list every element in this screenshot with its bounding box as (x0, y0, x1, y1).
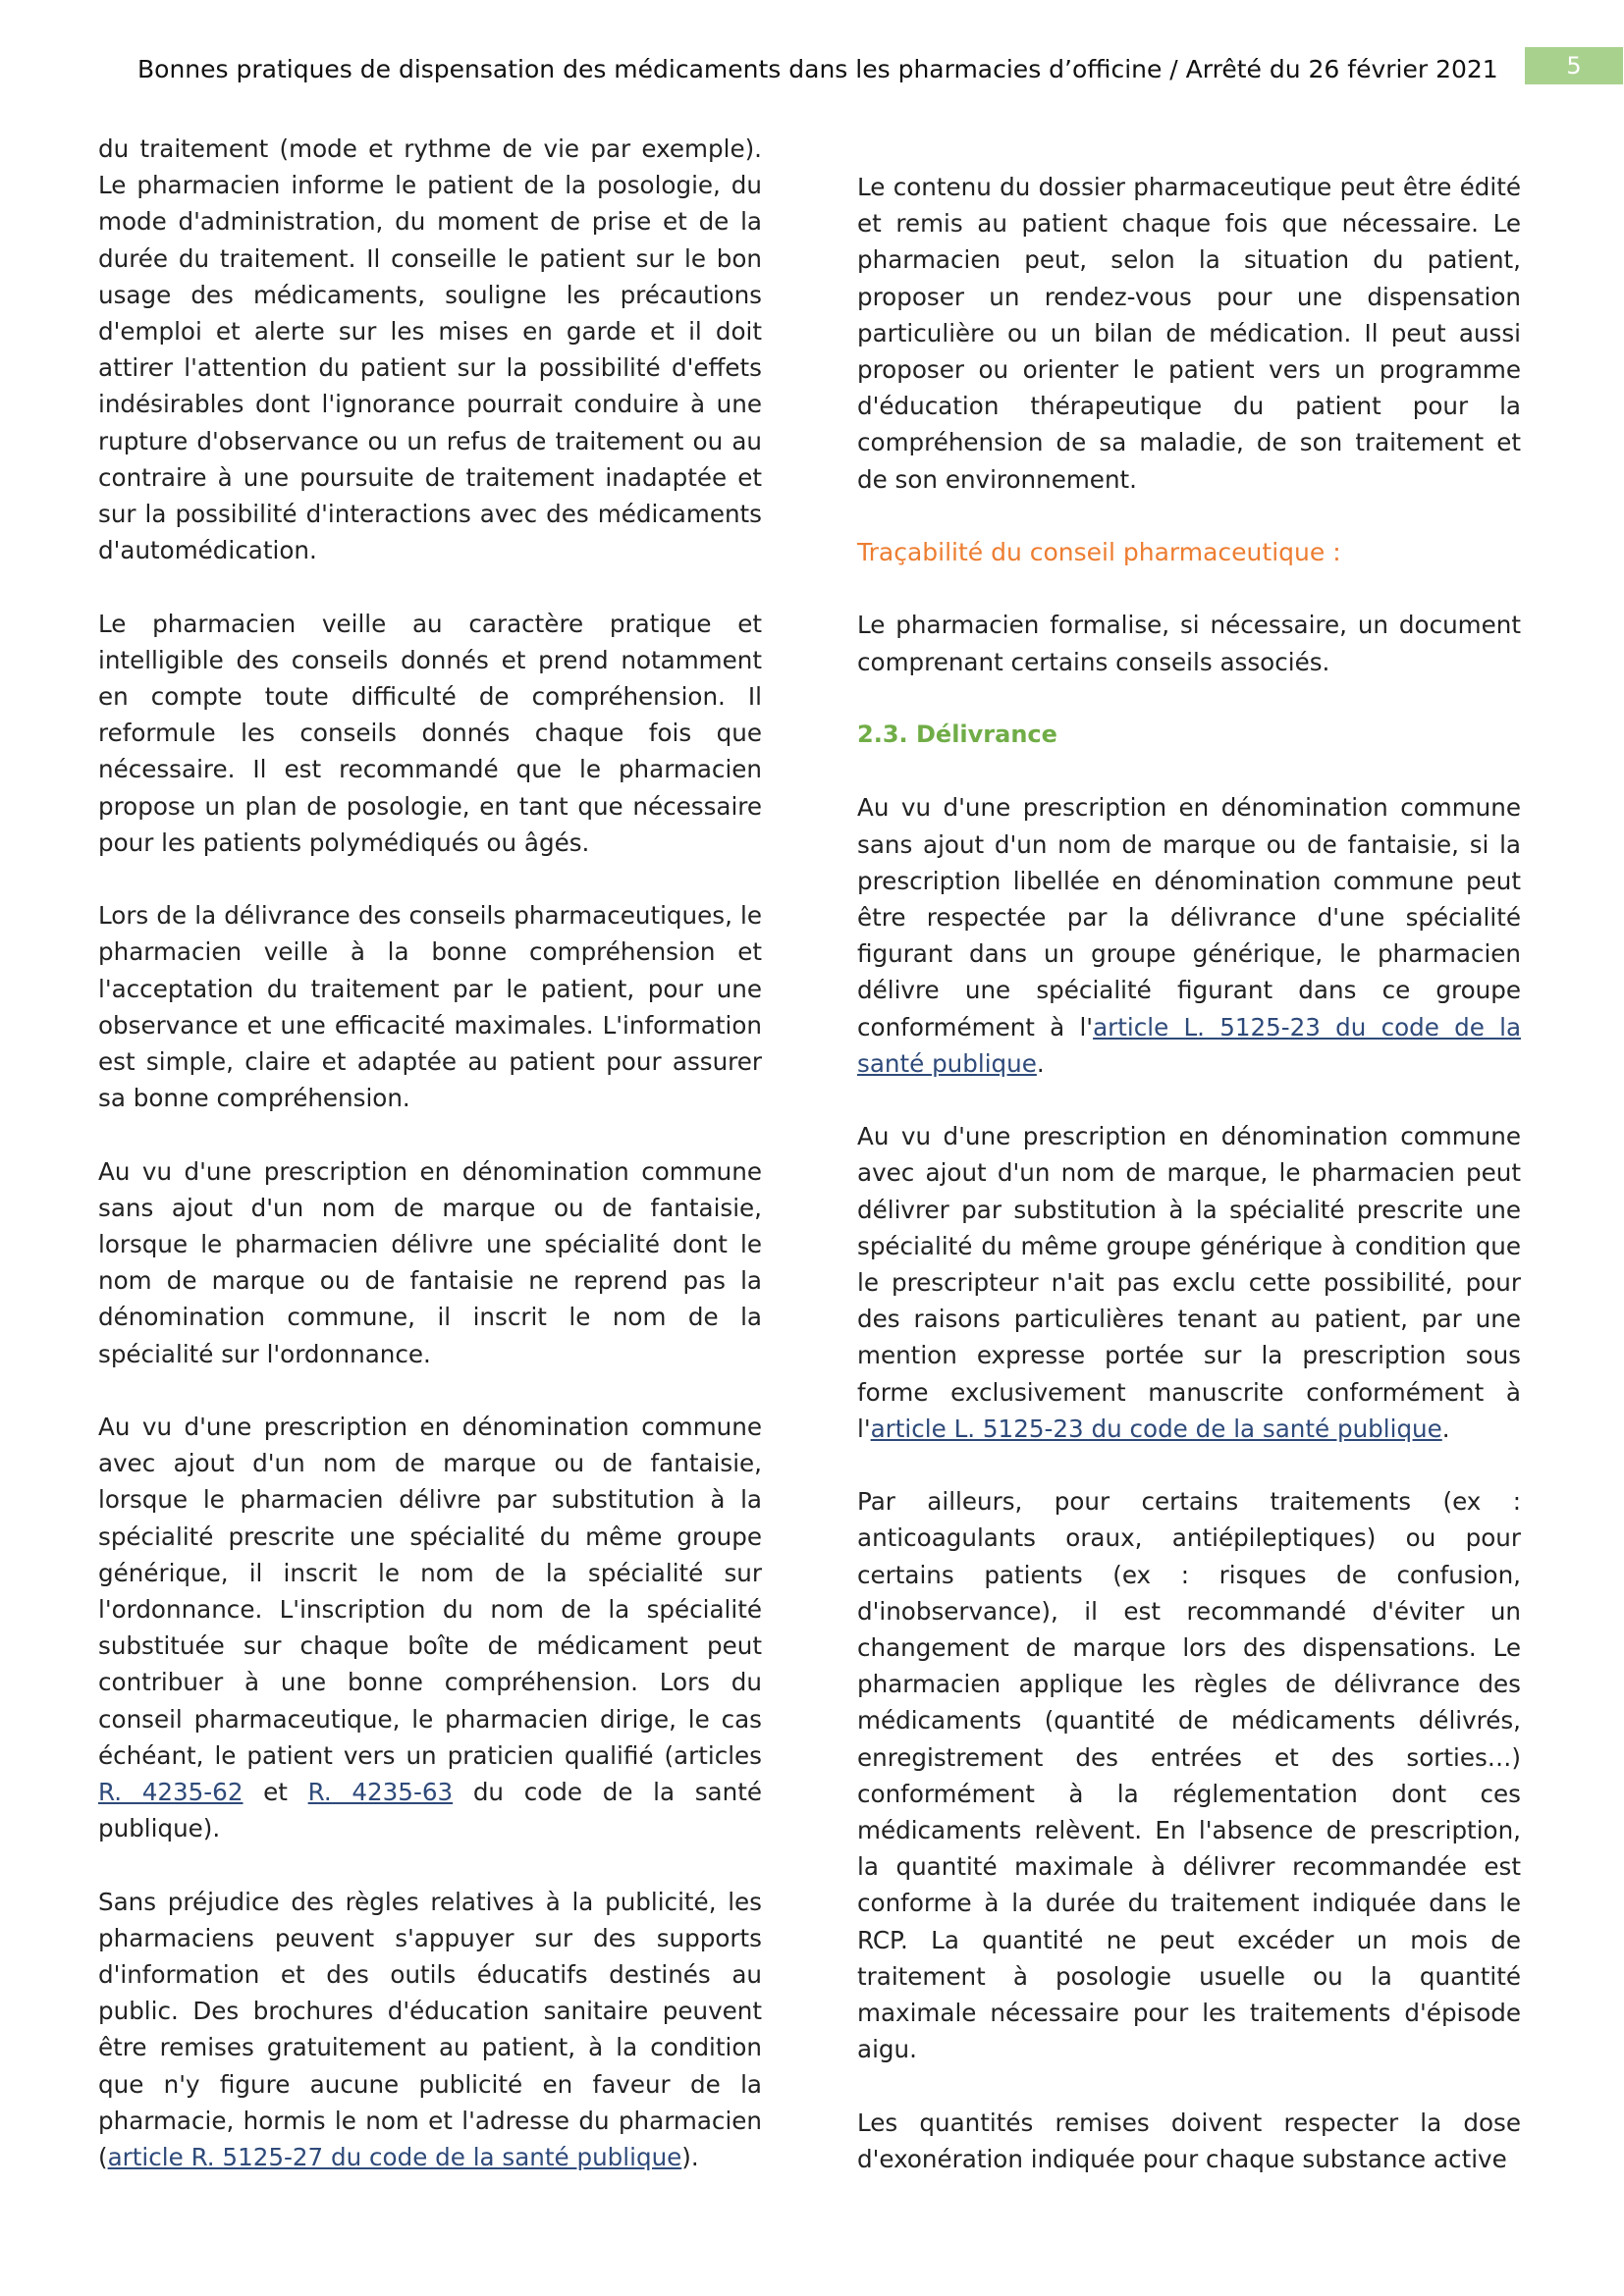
paragraph (857, 789, 1521, 1082)
paragraph: Au vu d'une prescription en dénomination commune sans ajout d'un nom de marque ou de fantaisie, lorsque le pharmacien délivre une spécialité dont le nom de marque ou de fantaisie ne reprend pas la dénomination commune, il inscrit le nom de la spécialité sur l'ordonnance. (98, 1156, 762, 1368)
paragraph-text: Au vu d'une prescription en dénomination commune avec ajout d'un nom de marque, le pharmacien peut délivrer par substitution à la spécialité prescrite une spécialité du même groupe générique à condition que le prescripteur n'ait pas exclu cette possibilité, pour des raisons particulières tenant au patient, par une mention expresse portée sur la prescription sous forme exclusivement manuscrite conformément à l' (857, 1122, 1521, 1443)
link-article-r5125-27[interactable]: article R. 5125-27 du code de la santé publique (107, 2143, 682, 2172)
page-number-badge: 5 (1525, 47, 1623, 84)
paragraph-text: . (1441, 1414, 1450, 1443)
section-heading-tracabilite: Traçabilité du conseil pharmaceutique : (857, 538, 1341, 567)
link-article-r4235-63[interactable]: R. 4235-63 (307, 1778, 454, 1807)
paragraph-text: Lors du conseil pharmaceutique, le pharmacien dirige, le cas échéant, le patient vers un praticien qualifié (articles (98, 1668, 762, 1770)
paragraph (98, 1884, 762, 2176)
paragraph (857, 1118, 1521, 1447)
link-article-r4235-62[interactable]: R. 4235-62 (98, 1778, 244, 1807)
link-article-l5125-23[interactable]: article L. 5125-23 du code de la santé publique (870, 1414, 1442, 1443)
paragraph-text: Sans préjudice des règles relatives à la publicité, les pharmaciens peuvent s'appuyer sur des supports d'information et des outils éducatifs destinés au public. Des brochures d'éducation sanitaire peuvent être remises gratuitement au patient, à la condition que n'y figure aucune publicité en faveur de la pharmacie, hormis le nom et l'adresse du pharmacien ( (98, 1887, 762, 2172)
paragraph-text: du code de la santé publique). (98, 1778, 762, 1843)
paragraph-text: . (1036, 1048, 1045, 1078)
paragraph (98, 1409, 762, 1846)
page-header-title: Bonnes pratiques de dispensation des médicaments dans les pharmacies d’officine / Arrêté du 26 février 2021 (137, 55, 1498, 83)
paragraph-text: ). (681, 2143, 699, 2172)
paragraph-text: En l'absence de prescription, la quantité maximale à délivrer recommandée est conforme à la durée du traitement indiquée dans le RCP. La quantité ne peut excéder un mois de traitement à posologie usuelle ou la quantité maximale nécessaire pour les traitements d'épisode aigu. (857, 1816, 1521, 2064)
paragraph-text: et (243, 1778, 308, 1807)
section-heading-delivrance: 2.3. Délivrance (857, 721, 1057, 748)
paragraph-text: Au vu d'une prescription en dénomination commune avec ajout d'un nom de marque ou de fantaisie, lorsque le pharmacien délivre par substitution à la spécialité prescrite une spécialité du même groupe générique, il inscrit le nom de la spécialité sur l'ordonnance. L'inscription du nom de la spécialité substituée sur chaque boîte de médicament peut contribuer à une bonne compréhension. (98, 1413, 762, 1697)
paragraph: Le pharmacien veille au caractère pratique et intelligible des conseils donnés et prend notamment en compte toute difficulté de compréhension. Il reformule les conseils donnés chaque fois que nécessaire. Il est recommandé que le pharmacien propose un plan de posologie, en tant que nécessaire pour les patients polymédiqués ou âgés. (98, 609, 762, 857)
left-column (98, 131, 762, 2175)
paragraph: Le contenu du dossier pharmaceutique peut être édité et remis au patient chaque fois que nécessaire. Le pharmacien peut, selon la situation du patient, proposer un rendez-vous pour une dispensation particulière ou un bilan de médication. Il peut aussi proposer ou orienter le patient vers un programme d'éducation thérapeutique du patient pour la compréhension de sa maladie, de son traitement et de son environnement. (857, 173, 1521, 494)
paragraph-text: Au vu d'une prescription en dénomination commune sans ajout d'un nom de marque ou de fantaisie, si la prescription libellée en dénomination commune peut être respectée par la délivrance d'une spécialité figurant dans un groupe générique, le pharmacien délivre une spécialité figurant dans ce groupe conformément à l' (857, 793, 1521, 1041)
paragraph: Le pharmacien formalise, si nécessaire, un document comprenant certains conseils associés. (857, 611, 1521, 676)
right-column (857, 169, 1521, 2177)
paragraph-text: Par ailleurs, pour certains traitements (ex : anticoagulants oraux, antiépileptiques) ou pour certains patients (ex : risques de confusion, d'inobservance), il est recommandé d'éviter un changement de marque lors des dispensations. Le pharmacien applique les règles de délivrance des médicaments (quantité de médicaments délivrés, enregistrement des entrées et des sorties…) conformément à la réglementation dont ces médicaments relèvent. (857, 1487, 1521, 1845)
paragraph: Les quantités remises doivent respecter la dose d'exonération indiquée pour chaque substance active (857, 2108, 1521, 2173)
link-article-l5125-23[interactable]: article L. 5125-23 du code de la santé publique (857, 1012, 1522, 1078)
paragraph: Lors de la délivrance des conseils pharmaceutiques, le pharmacien veille à la bonne compréhension et l'acceptation du traitement par le patient, pour une observance et une efficacité maximales. L'information est simple, claire et adaptée au patient pour assurer sa bonne compréhension. (98, 901, 762, 1113)
paragraph: du traitement (mode et rythme de vie par exemple). Le pharmacien informe le patient de la posologie, du mode d'administration, du moment de prise et de la durée du traitement. Il conseille le patient sur le bon usage des médicaments, souligne les précautions d'emploi et alerte sur les mises en garde et il doit attirer l'attention du patient sur la possibilité d'effets indésirables dont l'ignorance pourrait conduire à une rupture d'observance ou un refus de traitement ou au contraire à une poursuite de traitement inadaptée et sur la possibilité d'interactions avec des médicaments d'automédication. (98, 134, 762, 565)
paragraph (857, 1483, 1521, 2067)
